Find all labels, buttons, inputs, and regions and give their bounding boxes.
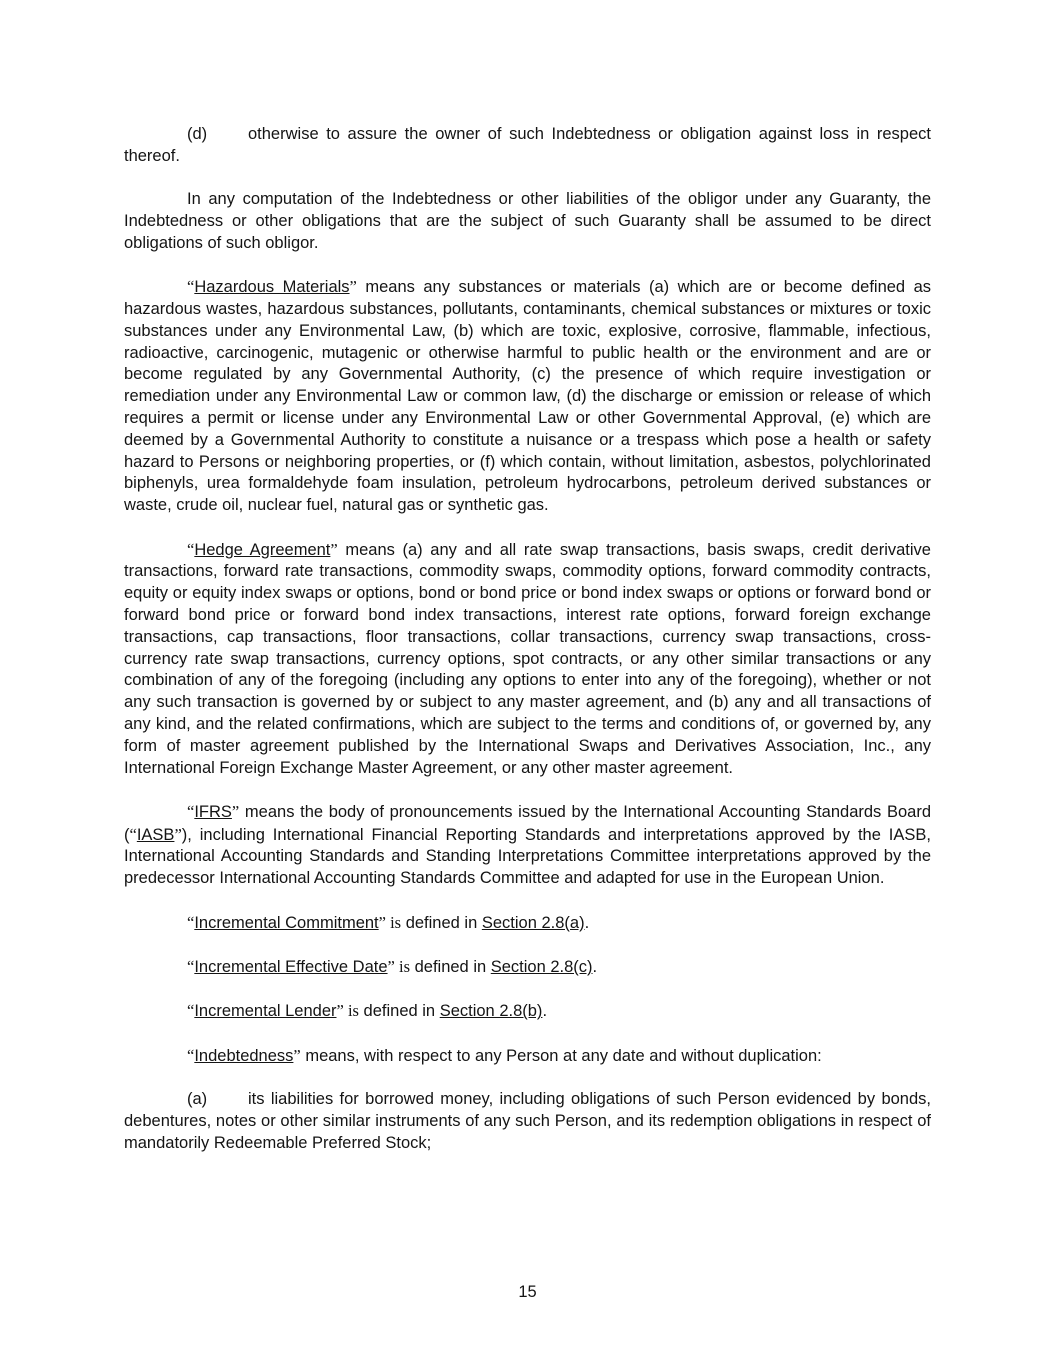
- close-quote: ”: [387, 957, 395, 977]
- close-quote: ”: [174, 824, 182, 844]
- open-quote: “: [187, 1045, 195, 1065]
- open-quote: “: [187, 801, 195, 821]
- defined-term: IASB: [136, 825, 175, 844]
- is-word: is: [343, 1001, 359, 1021]
- definition-incremental-effective-date: [124, 956, 931, 979]
- defined-term: Incremental Lender: [194, 1002, 337, 1021]
- close-quote: ”: [330, 539, 338, 559]
- close-quote: ”: [378, 912, 386, 932]
- definition-text: defined in: [401, 913, 482, 932]
- definition-incremental-commitment: [124, 912, 931, 935]
- defined-term: Indebtedness: [194, 1046, 294, 1065]
- definition-ifrs: [124, 801, 931, 890]
- definition-hazardous-materials: [124, 276, 931, 517]
- defined-term: Hazardous Materials: [194, 278, 350, 297]
- is-word: is: [394, 957, 411, 977]
- definition-text: defined in: [410, 958, 491, 977]
- close-quote: ”: [293, 1045, 301, 1065]
- page-number: 15: [518, 1283, 537, 1301]
- definition-text: defined in: [358, 1002, 440, 1021]
- section-reference: Section 2.8(c): [490, 958, 593, 977]
- open-quote: “: [187, 539, 195, 559]
- defined-term: Incremental Commitment: [194, 913, 379, 932]
- document-body: [124, 124, 931, 1176]
- open-quote: “: [187, 277, 195, 297]
- defined-term: Hedge Agreement: [194, 540, 331, 559]
- clause-label: (d): [187, 125, 208, 143]
- guaranty-computation-paragraph: [124, 189, 931, 254]
- definition-text: means (a) any and all rate swap transactions, basis swaps, credit derivative transactions, forward rate transactions, commodity swaps, commodity options, forward commodity contracts, equity or equity index swaps or options, bond or bond price or bond index swaps or options or forward bond or forward bond price or forward bond index transactions, interest rate options, forward foreign exchange transactions, cap transactions, floor transactions, collar transactions, currency swap transactions, cross-currency rate swap transactions, currency options, spot contracts, or any other similar transactions or any combination of any of the foregoing (including any options to enter into any of the foregoing), whether or not any such transaction is governed by or subject to any master agreement, and (b) any and all transactions of any kind, and the related confirmations, which are subject to the terms and conditions of, or governed by, any form of master agreement published by the International Swaps and Derivatives Association, Inc., any International Foreign Exchange Master Agreement, or any other master agreement.: [124, 540, 931, 777]
- definition-indebtedness: [124, 1045, 931, 1068]
- section-reference: Section 2.8(b): [439, 1002, 543, 1021]
- definition-incremental-lender: [124, 1000, 931, 1023]
- open-quote: “: [187, 957, 195, 977]
- clause-label: (a): [187, 1090, 208, 1109]
- clause-d-paragraph: [124, 124, 931, 168]
- clause-text: its liabilities for borrowed money, including obligations of such Person evidenced by bonds, debentures, notes or other similar instruments of any such Person, and its redemption obligations in respect of mandatorily Redeemable Preferred Stock;: [124, 1090, 931, 1152]
- definition-text: means the body of pronouncements issued by the International Accounting Standards Board (: [124, 802, 931, 844]
- definition-text: means any substances or materials (a) which are or become defined as hazardous wastes, hazardous substances, pollutants, contaminants, chemical substances or mixtures or toxic substances under any Environmental Law, (b) which are toxic, explosive, corrosive, flammable, infectious, radioactive, carcinogenic, mutagenic or otherwise harmful to public health or the environment and are or become regulated by any Governmental Authority, (c) the presence of which require investigation or remediation under any Environmental Law or common law, (d) the discharge or emission or release of which requires a permit or license under any Environmental Law or other Governmental Approval, (e) which are deemed by a Governmental Authority to constitute a nuisance or a trespass which pose a health or safety hazard to Persons or neighboring properties, or (f) which contain, without limitation, asbestos, polychlorinated biphenyls, urea formaldehyde foam insulation, petroleum hydrocarbons, petroleum derived substances or waste, crude oil, nuclear fuel, natural gas or synthetic gas.: [124, 278, 932, 515]
- paragraph-text: In any computation of the Indebtedness or other liabilities of the obligor under any Guaranty, the Indebtedness or other obligations that are the subject of such Guaranty shall be assumed to be direct obligations of such obligor.: [124, 190, 931, 252]
- open-quote: “: [187, 912, 195, 932]
- definition-text: means, with respect to any Person at any date and without duplication:: [300, 1046, 822, 1065]
- defined-term: Incremental Effective Date: [194, 958, 388, 977]
- period: .: [542, 1002, 548, 1021]
- clause-a-paragraph: [124, 1089, 931, 1154]
- clause-text: otherwise to assure the owner of such Indebtedness or obligation against loss in respect thereof.: [124, 125, 931, 165]
- definition-text: ), including International Financial Reporting Standards and interpretations approved by the IASB, International Accounting Standards and Standing Interpretations Committee interpretations approved by the predecessor International Accounting Standards Committee and adapted for use in the European Union.: [124, 825, 931, 888]
- period: .: [592, 958, 598, 977]
- open-quote: “: [187, 1001, 195, 1021]
- close-quote: ”: [231, 801, 240, 821]
- close-quote: ”: [336, 1001, 344, 1021]
- is-word: is: [385, 912, 402, 932]
- close-quote: ”: [349, 277, 357, 297]
- open-quote: “: [129, 824, 137, 844]
- section-reference: Section 2.8(a): [481, 913, 585, 932]
- defined-term: IFRS: [194, 802, 232, 821]
- period: .: [584, 913, 590, 932]
- definition-hedge-agreement: [124, 539, 931, 780]
